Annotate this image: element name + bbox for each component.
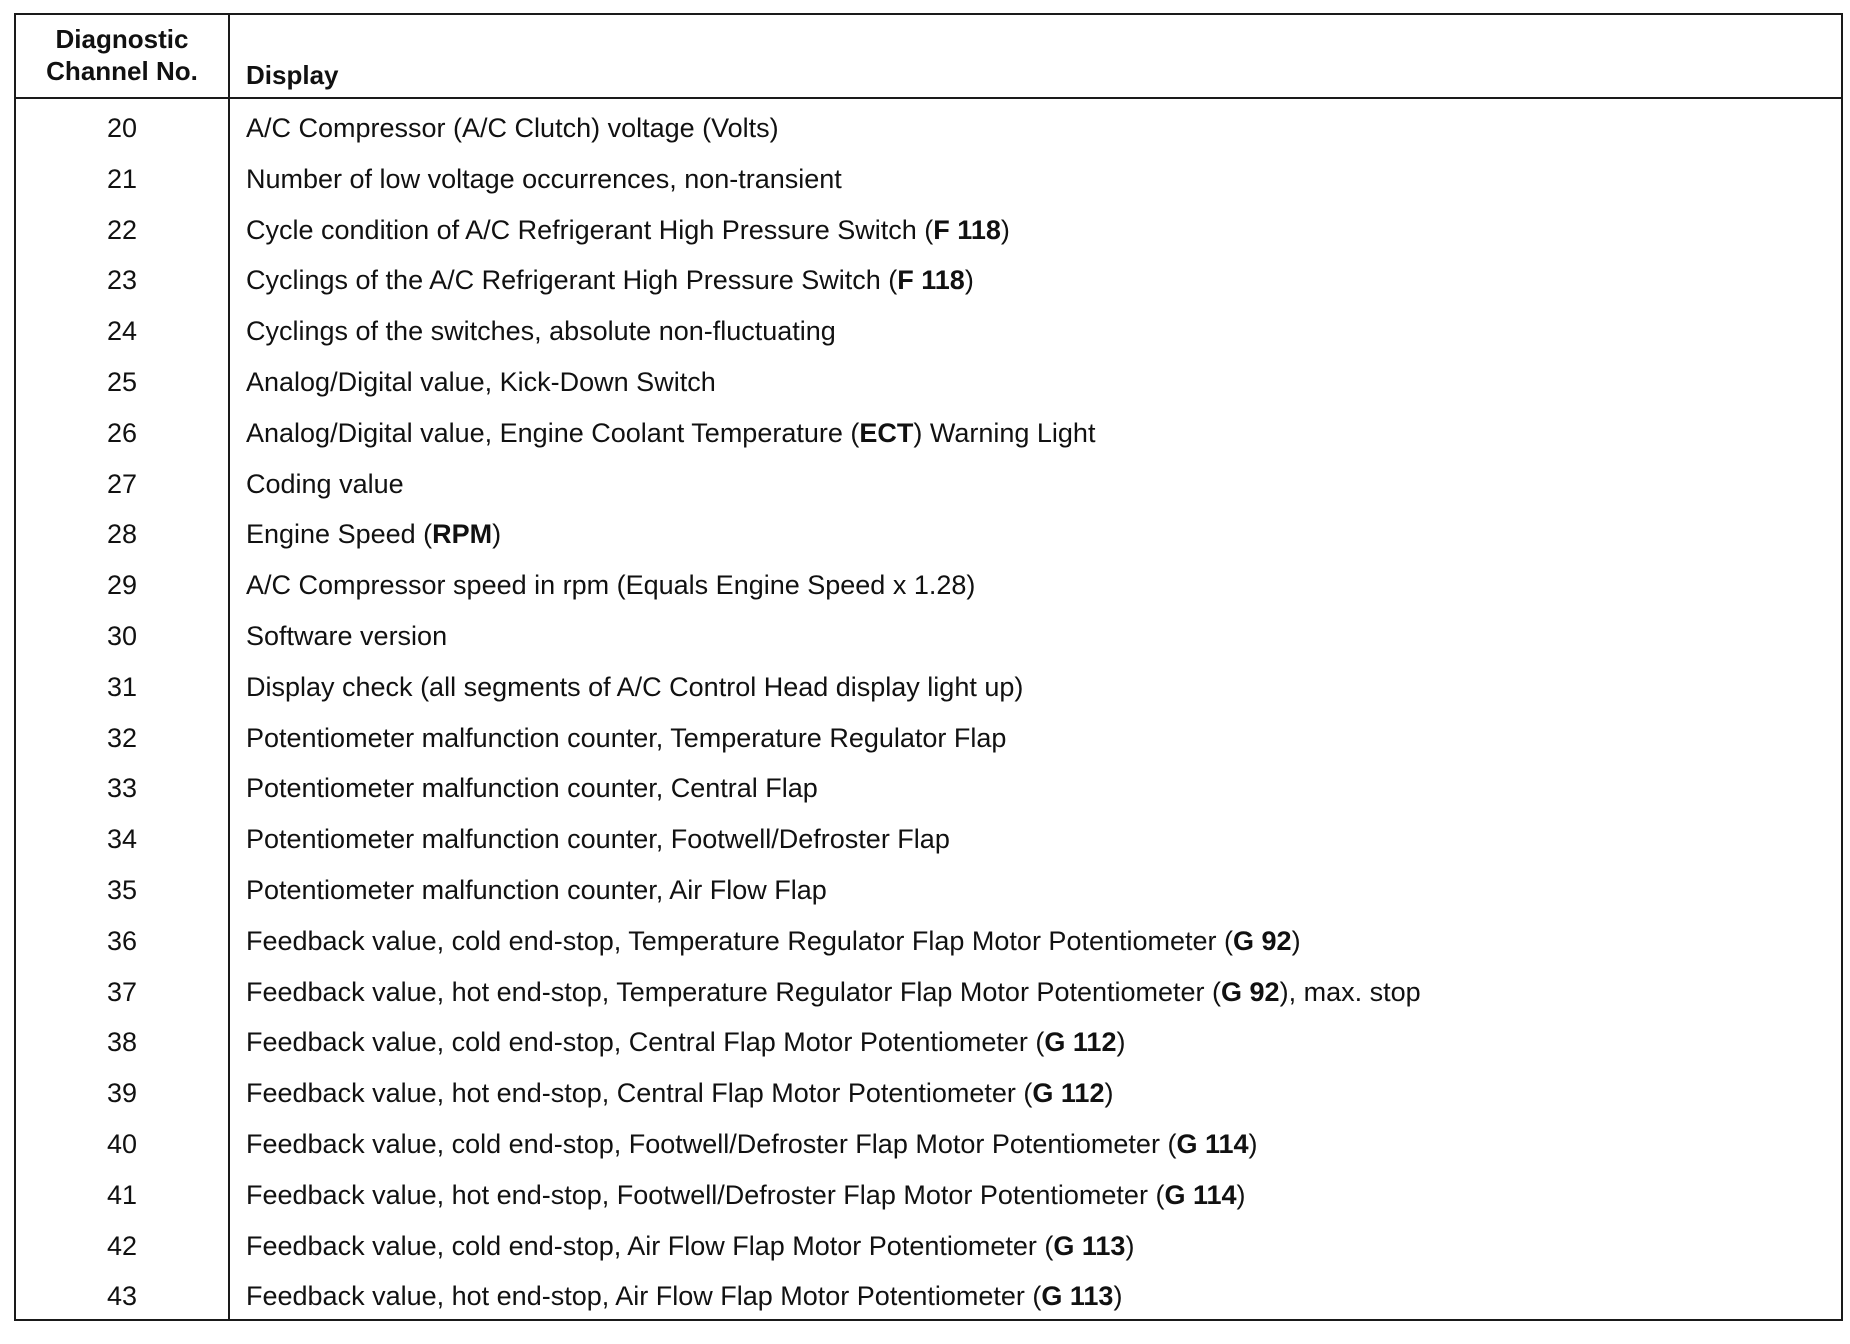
description-text: Cyclings of the switches, absolute non-fluctuating (246, 316, 836, 347)
channel-number: 36 (106, 925, 138, 956)
table-body (16, 103, 1841, 1322)
display-description (246, 205, 1010, 256)
table-row (16, 967, 1841, 1018)
component-reference: G 112 (1044, 1027, 1117, 1058)
channel-number: 21 (106, 163, 138, 194)
description-suffix: ), max. stop (1279, 976, 1421, 1007)
display-description (246, 103, 779, 154)
description-text: Engine Speed ( (246, 519, 433, 550)
channel-number: 30 (106, 620, 138, 651)
display-description (246, 1017, 1125, 1068)
component-reference: G 113 (1041, 1281, 1114, 1312)
header-display: Display (246, 60, 339, 90)
display-description (246, 154, 842, 205)
description-suffix: ) (1104, 1078, 1114, 1109)
table-row (16, 763, 1841, 814)
display-description (246, 459, 404, 510)
channel-number: 41 (106, 1179, 138, 1210)
description-text: Potentiometer malfunction counter, Temperature Regulator Flap (246, 722, 1007, 753)
channel-number: 27 (106, 468, 138, 499)
channel-number: 26 (106, 417, 138, 448)
description-text: Feedback value, hot end-stop, Footwell/Defroster Flap Motor Potentiometer ( (246, 1179, 1165, 1210)
table-row (16, 916, 1841, 967)
channel-number: 32 (106, 722, 138, 753)
component-reference: G 92 (1233, 925, 1292, 956)
description-text: Feedback value, cold end-stop, Central Flap Motor Potentiometer ( (246, 1027, 1045, 1058)
display-description (246, 967, 1421, 1018)
header-diagnostic-channel-no: Diagnostic Channel No. (46, 24, 198, 86)
component-reference: G 92 (1221, 976, 1280, 1007)
description-suffix: ) (964, 265, 974, 296)
description-text: Potentiometer malfunction counter, Air Flow Flap (246, 874, 827, 905)
table-row (16, 1017, 1841, 1068)
display-description (246, 865, 827, 916)
display-description (246, 408, 1095, 459)
display-description (246, 763, 818, 814)
description-text: Potentiometer malfunction counter, Footwell/Defroster Flap (246, 824, 950, 855)
table-row (16, 1068, 1841, 1119)
table-row (16, 255, 1841, 306)
table-row (16, 611, 1841, 662)
description-text: Feedback value, hot end-stop, Air Flow Flap Motor Potentiometer ( (246, 1281, 1042, 1312)
component-reference: G 114 (1176, 1128, 1249, 1159)
description-suffix: ) (1116, 1027, 1126, 1058)
description-text: A/C Compressor speed in rpm (Equals Engine Speed x 1.28) (246, 570, 976, 601)
description-suffix: ) (1236, 1179, 1246, 1210)
description-text: Cycle condition of A/C Refrigerant High Pressure Switch ( (246, 214, 934, 245)
component-reference: G 114 (1164, 1179, 1237, 1210)
channel-number: 40 (106, 1128, 138, 1159)
table-row (16, 1271, 1841, 1322)
table-row (16, 408, 1841, 459)
description-text: Number of low voltage occurrences, non-transient (246, 163, 842, 194)
description-text: Software version (246, 620, 448, 651)
channel-number: 43 (106, 1281, 138, 1312)
channel-number: 28 (106, 519, 138, 550)
table-row (16, 560, 1841, 611)
table-row (16, 459, 1841, 510)
description-suffix: ) (1113, 1281, 1123, 1312)
description-text: Display check (all segments of A/C Control Head display light up) (246, 671, 1024, 702)
description-suffix: ) (492, 519, 502, 550)
channel-number: 38 (106, 1027, 138, 1058)
description-text: Feedback value, cold end-stop, Temperature Regulator Flap Motor Potentiometer ( (246, 925, 1234, 956)
description-text: Potentiometer malfunction counter, Central Flap (246, 773, 818, 804)
description-text: Analog/Digital value, Kick-Down Switch (246, 366, 716, 397)
component-reference: G 113 (1053, 1230, 1126, 1261)
channel-number: 39 (106, 1078, 138, 1109)
display-description (246, 814, 950, 865)
display-description (246, 560, 975, 611)
header-divider (16, 97, 1841, 99)
table-row (16, 865, 1841, 916)
display-description (246, 1068, 1113, 1119)
display-description (246, 357, 716, 408)
display-description (246, 306, 836, 357)
channel-number: 24 (106, 316, 138, 347)
channel-number: 37 (106, 976, 138, 1007)
table-row (16, 1119, 1841, 1170)
description-text: A/C Compressor (A/C Clutch) voltage (Volts) (246, 113, 779, 143)
channel-number: 34 (106, 824, 138, 855)
table-row (16, 154, 1841, 205)
component-reference: G 112 (1032, 1078, 1105, 1109)
description-text: Feedback value, cold end-stop, Footwell/Defroster Flap Motor Potentiometer ( (246, 1128, 1177, 1159)
channel-number: 31 (106, 671, 138, 702)
display-description (246, 662, 1023, 713)
channel-number: 20 (106, 113, 138, 143)
display-description (246, 611, 447, 662)
diagnostic-channel-table (14, 13, 1843, 1321)
description-text: Analog/Digital value, Engine Coolant Temperature ( (246, 417, 860, 448)
description-text: Feedback value, cold end-stop, Air Flow Flap Motor Potentiometer ( (246, 1230, 1054, 1261)
description-suffix: ) (1125, 1230, 1135, 1261)
table-row (16, 509, 1841, 560)
component-reference: F 118 (897, 265, 965, 296)
table-row (16, 306, 1841, 357)
description-suffix: ) (1248, 1128, 1258, 1159)
display-description (246, 1221, 1134, 1272)
channel-number: 29 (106, 570, 138, 601)
description-text: Cyclings of the A/C Refrigerant High Pressure Switch ( (246, 265, 898, 296)
channel-number: 22 (106, 214, 138, 245)
channel-number: 25 (106, 366, 138, 397)
description-text: Coding value (246, 468, 404, 499)
display-description (246, 713, 1006, 764)
component-reference: ECT (859, 417, 914, 448)
display-description (246, 1170, 1246, 1221)
channel-number: 23 (106, 265, 138, 296)
table-row (16, 1170, 1841, 1221)
display-description (246, 916, 1301, 967)
display-description (246, 1271, 1122, 1322)
display-description (246, 509, 501, 560)
description-suffix: ) (1000, 214, 1010, 245)
table-row (16, 662, 1841, 713)
description-suffix: ) (1291, 925, 1301, 956)
table-row (16, 205, 1841, 256)
description-suffix: ) Warning Light (913, 417, 1096, 448)
channel-number: 35 (106, 874, 138, 905)
table-row (16, 357, 1841, 408)
table-row (16, 814, 1841, 865)
component-reference: RPM (432, 519, 493, 550)
channel-number: 33 (106, 773, 138, 804)
display-description (246, 255, 974, 306)
table-row (16, 103, 1841, 154)
channel-number: 42 (106, 1230, 138, 1261)
table-row (16, 713, 1841, 764)
table-row (16, 1221, 1841, 1272)
description-text: Feedback value, hot end-stop, Central Flap Motor Potentiometer ( (246, 1078, 1033, 1109)
component-reference: F 118 (933, 214, 1001, 245)
description-text: Feedback value, hot end-stop, Temperature Regulator Flap Motor Potentiometer ( (246, 976, 1222, 1007)
display-description (246, 1119, 1258, 1170)
